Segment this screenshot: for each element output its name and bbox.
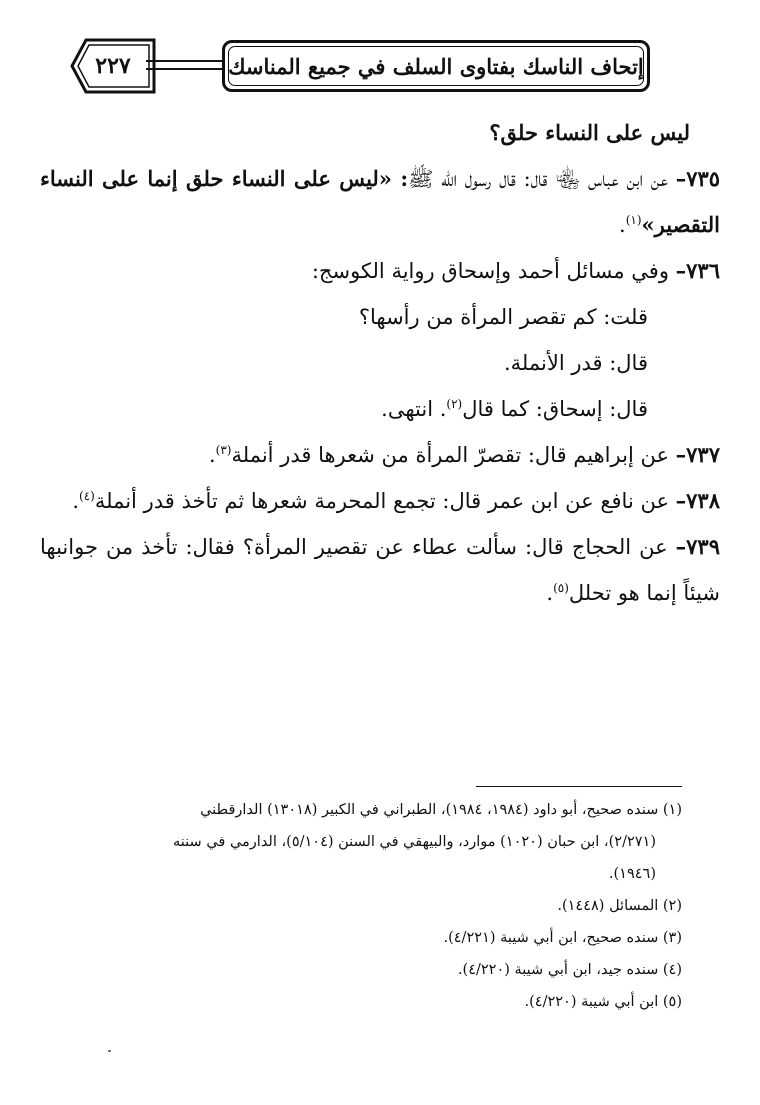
paragraph-735 <box>40 156 720 248</box>
paragraph-738 <box>40 478 720 524</box>
footnote-ref[interactable]: (١) <box>625 213 642 227</box>
punctuation: . <box>619 213 626 237</box>
honorific-glyph: ﵄ <box>555 167 581 191</box>
paragraph-text: عن إبراهيم قال: تقصرّ المرأة من شعرها قدر أنملة <box>231 443 676 467</box>
item-number: ٧٣٨– <box>675 488 720 513</box>
honorific-glyph: ﷺ <box>408 167 434 191</box>
punctuation: . <box>72 489 80 513</box>
item-number: ٧٣٥– <box>675 166 721 191</box>
punctuation: . <box>546 581 554 605</box>
paragraph-text: عن نافع عن ابن عمر قال: تجمع المحرمة شعرها ثم تأخذ قدر أنملة <box>94 489 676 513</box>
footnote-ref[interactable]: (٢) <box>446 397 463 411</box>
footnote-1-continued: (١٩٤٦). <box>608 866 656 882</box>
paragraph-text: عن الحجاج قال: سألت عطاء عن تقصير المرأة؟ فقال: تأخذ من جوانبها شيئاً إنما هو تحلل <box>40 535 720 605</box>
footnote-ref[interactable]: (٤) <box>79 489 95 503</box>
footnote-2: (٢) المسائل (١٤٤٨). <box>557 898 682 914</box>
page-header <box>70 38 650 100</box>
item-number: ٧٣٧– <box>675 442 720 467</box>
qa-line: قلت: كم تقصر المرأة من رأسها؟ <box>358 305 648 329</box>
qa-line <box>40 386 720 432</box>
footnote-1: (١) سنده صحيح، أبو داود (١٩٨٤، ١٩٨٤)، الطبراني في الكبير (١٣٠١٨) الدارقطني <box>200 802 682 818</box>
item-number: ٧٣٦– <box>675 258 720 283</box>
hadith-quote: : «ليس على النساء حلق إنما على النساء التقصير» <box>40 166 720 237</box>
page-number-badge <box>70 38 156 94</box>
running-title-frame <box>222 40 650 92</box>
item-number: ٧٣٩– <box>675 534 720 559</box>
paragraph-736 <box>40 248 720 294</box>
footnote-1-continued: (٢/٢٧١)، ابن حبان (١٠٢٠) موارد، والبيهقي في السنن (٥/١٠٤)، الدارمي في سننه <box>173 834 656 850</box>
paragraph-text: عن ابن عباس <box>580 167 676 191</box>
footnote-ref[interactable]: (٥) <box>553 581 569 595</box>
footnotes <box>72 794 682 1018</box>
header-connector-line <box>146 68 222 70</box>
paragraph-739 <box>40 524 720 616</box>
footnote-ref[interactable]: (٣) <box>215 443 232 457</box>
paragraph-text: وفي مسائل أحمد وإسحاق رواية الكوسج: <box>311 259 676 283</box>
running-title: إتحاف الناسك بفتاوى السلف في جميع المناسك <box>228 53 644 79</box>
footnote-5: (٥) ابن أبي شيبة (٤/٢٢٠). <box>524 994 682 1010</box>
scan-speck <box>108 1050 111 1052</box>
paragraph-737 <box>40 432 720 478</box>
footnote-4: (٤) سنده جيد، ابن أبي شيبة (٤/٢٢٠). <box>457 962 682 978</box>
page-number: ٢٢٧ <box>95 53 131 79</box>
footnote-3: (٣) سنده صحيح، ابن أبي شيبة (٤/٢٢١). <box>443 930 682 946</box>
punctuation: . <box>208 443 216 467</box>
main-text <box>40 110 720 616</box>
footnote-separator <box>476 786 682 787</box>
section-heading: ليس على النساء حلق؟ <box>489 120 690 145</box>
qa-text: قال: إسحاق: كما قال <box>462 397 648 421</box>
paragraph-text: قال: قال رسول الله <box>433 167 556 191</box>
qa-text: . انتهى. <box>381 397 447 421</box>
header-connector-line <box>146 60 222 62</box>
qa-line: قال: قدر الأنملة. <box>503 351 648 375</box>
